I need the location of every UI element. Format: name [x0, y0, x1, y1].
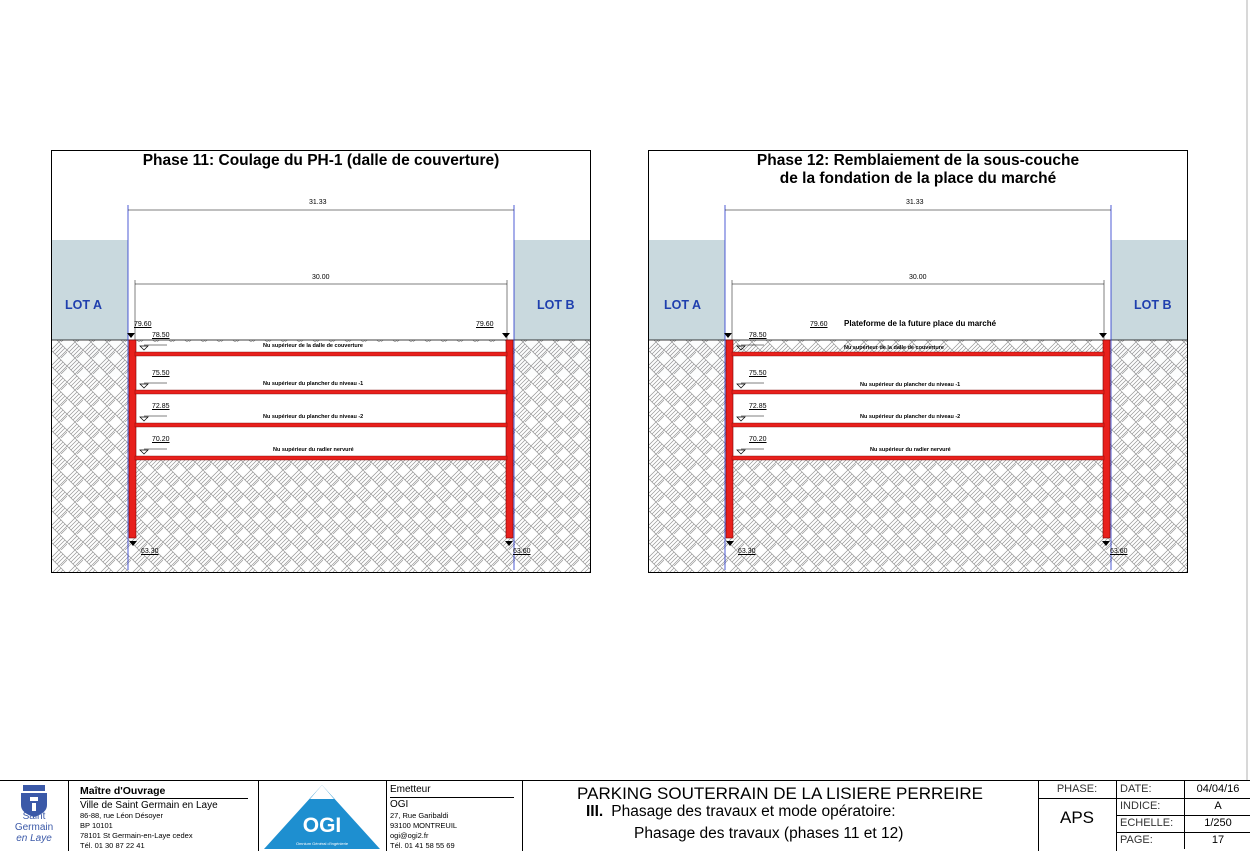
level-elevation: 70.20 — [749, 436, 767, 443]
ogi-logo-text: OGI — [302, 814, 342, 837]
maitre-ouvrage-title: Maître d'Ouvrage — [80, 785, 166, 797]
diaphragm-wall-right — [1103, 340, 1110, 538]
floor-slab — [732, 390, 1104, 394]
diaphragm-wall-left — [726, 340, 733, 538]
page-row: PAGE: 17 — [1116, 832, 1250, 849]
level-label: Nu supérieur de la dalle de couverture — [844, 345, 944, 351]
maitre-ouvrage-cell — [68, 781, 259, 851]
lot-b-block — [1111, 240, 1187, 340]
elevation-bottom-left: 63.30 — [141, 548, 159, 555]
dimension-inner: 30.00 — [312, 274, 330, 281]
panel-title: Phase 12: Remblaiement de la sous-couche de la fondation de la place du marché — [756, 152, 1080, 187]
floor-slab — [732, 423, 1104, 427]
level-elevation: 70.20 — [152, 436, 170, 443]
elevation-right-top: 79.60 — [476, 321, 494, 328]
maitre-ouvrage-address: 78101 St Germain-en-Laye cedex — [80, 831, 193, 840]
emetteur-address: 93100 MONTREUIL — [390, 821, 458, 830]
floor-slab — [732, 352, 1104, 356]
level-elevation: 78.50 — [749, 332, 767, 339]
section-title: III. Phasage des travaux et mode opératoire: — [586, 803, 896, 820]
lot-a-label: LOT A — [65, 298, 103, 312]
level-label: Nu supérieur du radier nervuré — [273, 447, 354, 453]
maitre-ouvrage-phone: Tél. 01 30 87 22 41 — [80, 841, 145, 850]
maitre-ouvrage-address: 86-88, rue Léon Désoyer — [80, 811, 163, 820]
dimension-outer: 31.33 — [906, 199, 924, 206]
panel-title: Phase 11: Coulage du PH-1 (dalle de couverture) — [142, 152, 500, 169]
floor-slab — [135, 456, 507, 460]
lot-b-label: LOT B — [1134, 298, 1172, 312]
elevation-bottom-left: 63.30 — [738, 548, 756, 555]
lot-a-block — [649, 240, 725, 340]
elevation-bottom-right: 63.60 — [513, 548, 531, 555]
top-marker-icon — [1099, 333, 1107, 338]
emetteur-name: OGI — [390, 797, 514, 810]
level-label: Nu supérieur de la dalle de couverture — [263, 343, 363, 349]
level-elevation: 72.85 — [749, 403, 767, 410]
level-label: Nu supérieur du plancher du niveau -1 — [263, 381, 364, 387]
dimension-outer: 31.33 — [309, 199, 327, 206]
emetteur-phone: Tél. 01 41 58 55 69 — [390, 841, 455, 850]
top-marker-icon — [502, 333, 510, 338]
phase-label: PHASE: — [1038, 783, 1116, 799]
project-title: PARKING SOUTERRAIN DE LA LISIERE PERREIRE — [577, 784, 983, 803]
sheet-edge-line — [1246, 0, 1248, 780]
diaphragm-wall-right — [506, 340, 513, 538]
saint-germain-logo — [0, 781, 69, 851]
title-block — [0, 780, 1250, 851]
level-label: Nu supérieur du plancher du niveau -2 — [860, 414, 961, 420]
level-label: Nu supérieur du plancher du niveau -1 — [860, 382, 961, 388]
section-drawing — [51, 150, 591, 573]
elevation-left-top: 79.60 — [134, 321, 152, 328]
project-cell — [522, 781, 1039, 851]
maitre-ouvrage-address: BP 10101 — [80, 821, 113, 830]
floor-slab — [135, 390, 507, 394]
diaphragm-wall-left — [129, 340, 136, 538]
emetteur-email: ogi@ogi2.fr — [390, 831, 429, 840]
echelle-row: ECHELLE: 1/250 — [1116, 815, 1250, 833]
level-elevation: 75.50 — [749, 370, 767, 377]
maitre-ouvrage-name: Ville de Saint Germain en Laye — [80, 798, 248, 811]
level-label: Nu supérieur du plancher du niveau -2 — [263, 414, 364, 420]
lot-b-block — [514, 240, 590, 340]
dimension-inner: 30.00 — [909, 274, 927, 281]
level-elevation: 72.85 — [152, 403, 170, 410]
floor-slab — [732, 456, 1104, 460]
lot-b-label: LOT B — [537, 298, 575, 312]
phase-cell — [1038, 781, 1117, 851]
phase-value: APS — [1059, 808, 1095, 827]
excavation-void — [135, 342, 507, 460]
date-row: DATE: 04/04/16 — [1116, 781, 1250, 799]
ogi-logo-subtitle: Omnium Général d'Ingénierie — [295, 841, 349, 846]
elevation-bottom-right: 63.60 — [1110, 548, 1128, 555]
emetteur-title: Emetteur — [390, 784, 431, 795]
saint-germain-text: Saint Germain en Laye — [14, 811, 54, 844]
phase-12-section — [648, 150, 1188, 573]
section-drawing — [648, 150, 1188, 573]
lot-a-label: LOT A — [664, 298, 702, 312]
floor-slab — [135, 423, 507, 427]
emetteur-address: 27, Rue Garibaldi — [390, 811, 449, 820]
emetteur-cell — [386, 781, 523, 851]
floor-slab — [135, 352, 507, 356]
level-elevation: 78.50 — [152, 332, 170, 339]
elevation-left-top: 79.60 — [810, 321, 828, 328]
phase-11-section — [51, 150, 591, 573]
ogi-logo — [258, 781, 387, 851]
info-cell — [1116, 781, 1250, 851]
platform-label: Plateforme de la future place du marché — [844, 319, 997, 328]
subsection-title: Phasage des travaux (phases 11 et 12) — [634, 825, 904, 842]
lot-a-block — [52, 240, 128, 340]
excavation-void — [732, 355, 1104, 460]
level-label: Nu supérieur du radier nervuré — [870, 447, 951, 453]
indice-row: INDICE: A — [1116, 798, 1250, 816]
level-elevation: 75.50 — [152, 370, 170, 377]
